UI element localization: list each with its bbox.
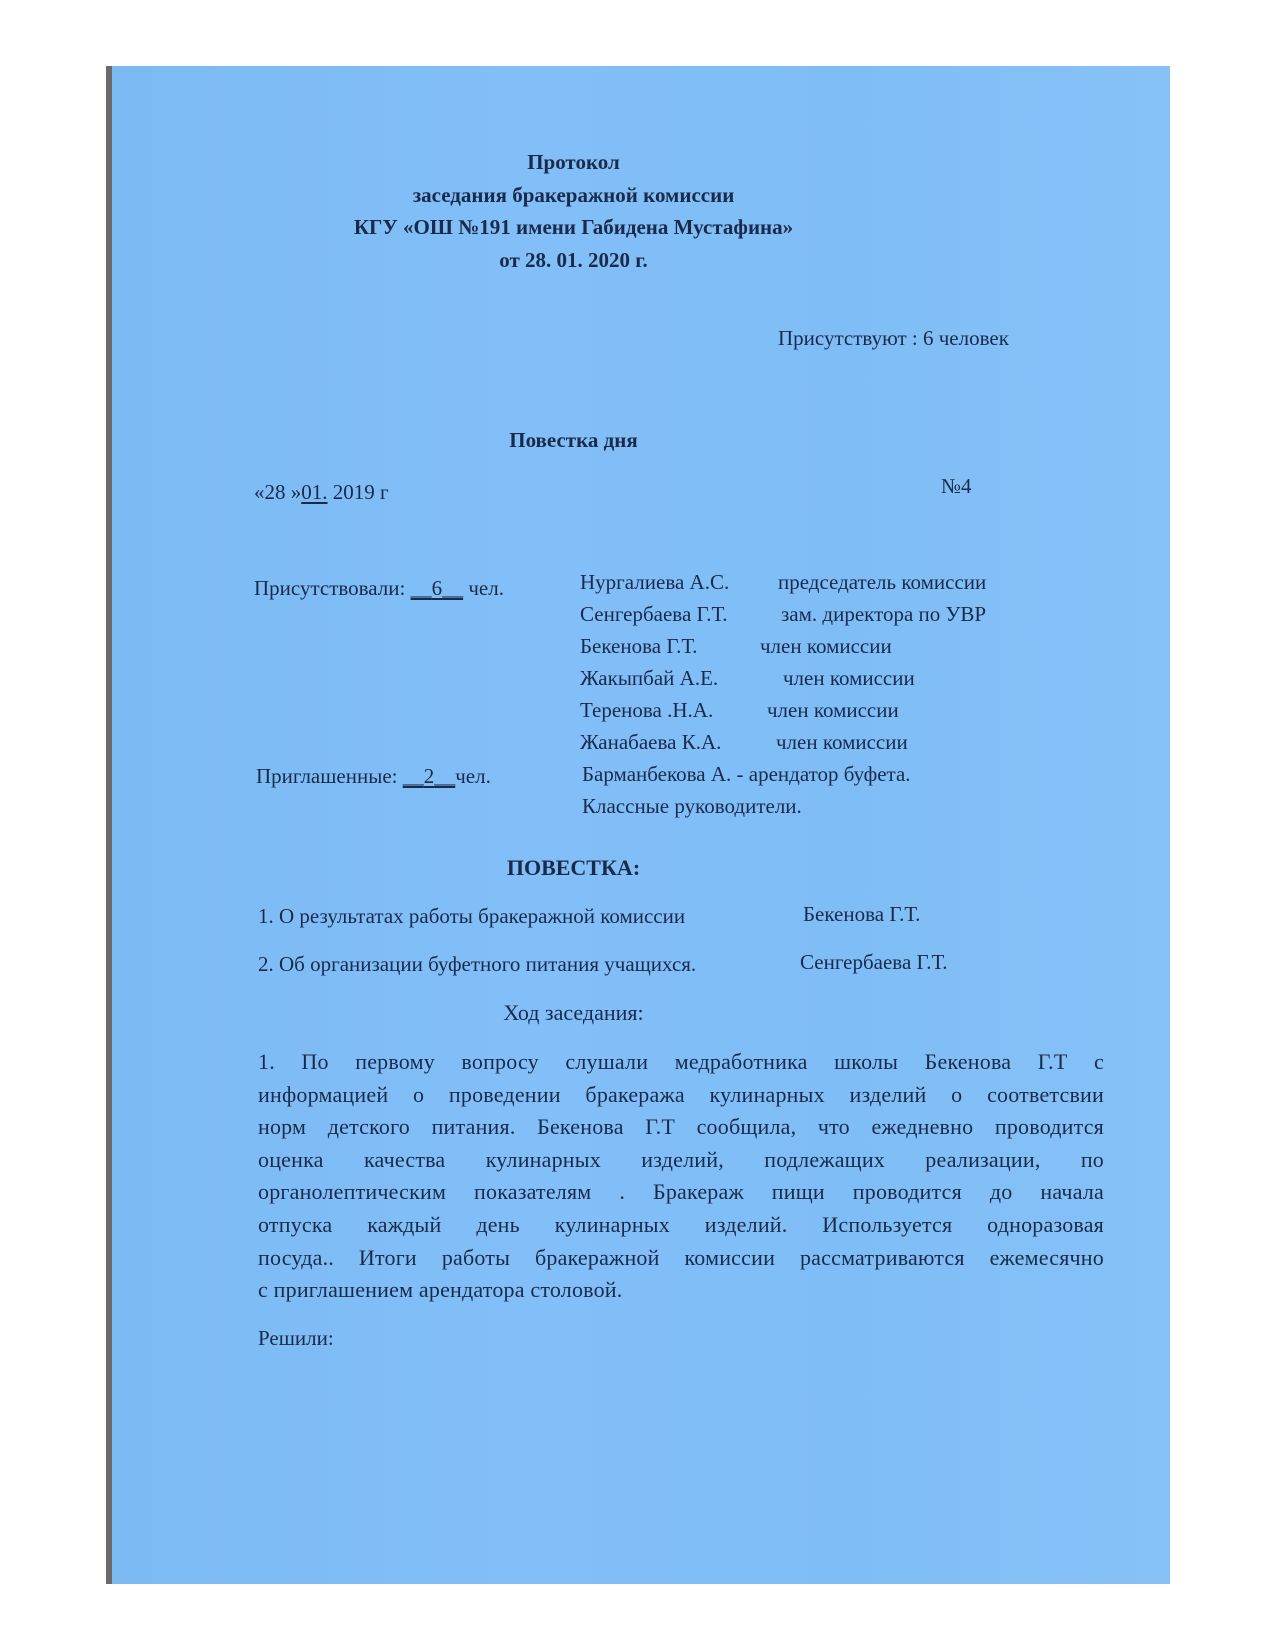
member-role: член комиссии <box>776 730 908 754</box>
invited-person: Классные руководители. <box>582 794 802 818</box>
member-role: член комиссии <box>783 666 915 690</box>
attended-line <box>254 576 504 601</box>
proceedings-line: информацией о проведении бракеража кулинарных изделий о соответсвии <box>258 1081 1104 1107</box>
agenda-item: 1. О результатах работы бракеражной комиссии <box>258 904 686 928</box>
invited-blank-left: __ <box>402 764 424 788</box>
proceedings-line: оценка качества кулинарных изделий, подлежащих реализации, по <box>258 1146 1104 1172</box>
proceedings-line: органолептическим показателям . Бракераж пищи проводится до начала <box>258 1179 1104 1205</box>
invited-blank-right: __ <box>434 764 456 788</box>
attended-label: Присутствовали: <box>254 576 411 600</box>
proceedings-title: Ход заседания: <box>503 1000 644 1025</box>
agenda-speaker: Сенгербаева Г.Т. <box>800 950 948 974</box>
decided-label: Решили: <box>258 1326 334 1350</box>
member-name: Нургалиева А.С. <box>580 570 730 594</box>
present-note: Присутствуют : 6 человек <box>778 326 1009 350</box>
proceedings-line: отпуска каждый день кулинарных изделий. Используется одноразовая <box>258 1211 1104 1237</box>
proceedings-text <box>258 1046 1104 1307</box>
invited-unit: чел. <box>455 764 491 788</box>
doc-date: от 28. 01. 2020 г. <box>499 248 648 272</box>
paper-edge-shadow <box>106 66 112 1584</box>
agenda-title: ПОВЕСТКА: <box>506 855 641 880</box>
member-role: член комиссии <box>760 634 892 658</box>
proceedings-line: с приглашением арендатора столовой. <box>258 1277 623 1303</box>
attended-blank-right: __ <box>442 576 464 600</box>
invited-person: Барманбекова А. - арендатор буфета. <box>582 762 911 786</box>
invited-label: Приглашенные: <box>256 764 403 788</box>
member-role: член комиссии <box>767 698 899 722</box>
member-role: зам. директора по УВР <box>781 602 987 626</box>
invited-count <box>403 764 456 788</box>
doc-subtitle: заседания бракеражной комиссии <box>412 183 735 207</box>
date-year: 2019 г <box>327 480 389 504</box>
attended-count <box>411 576 464 600</box>
proceedings-line: 1. По первому вопросу слушали медработника школы Бекенова Г.Т с <box>258 1049 1104 1074</box>
attended-unit: чел. <box>463 576 504 600</box>
attended-blank-left: __ <box>410 576 432 600</box>
member-name: Бекенова Г.Т. <box>580 634 698 658</box>
agenda-item: 2. Об организации буфетного питания учащихся. <box>258 952 697 976</box>
meeting-date <box>254 480 389 505</box>
member-name: Сенгербаева Г.Т. <box>580 602 728 626</box>
proceedings-line: посуда.. Итоги работы бракеражной комиссии рассматриваются ежемесячно <box>258 1244 1104 1270</box>
doc-title: Протокол <box>527 150 620 174</box>
member-name: Теренова .Н.А. <box>580 698 714 722</box>
member-name: Жанабаева К.А. <box>580 730 722 754</box>
invited-count-value: 2 <box>423 764 435 788</box>
date-day: «28 » <box>254 480 302 504</box>
member-role: председатель комиссии <box>778 570 987 594</box>
protocol-number: №4 <box>941 474 972 498</box>
agenda-of-day-title: Повестка дня <box>509 428 638 452</box>
member-name: Жакыпбай А.Е. <box>580 666 719 690</box>
date-month: 01. <box>301 480 328 504</box>
proceedings-line: норм детского питания. Бекенова Г.Т сообщила, что ежедневно проводится <box>258 1114 1104 1140</box>
invited-line <box>256 764 491 789</box>
school-name: КГУ «ОШ №191 имени Габидена Мустафина» <box>353 215 794 239</box>
agenda-speaker: Бекенова Г.Т. <box>803 902 921 926</box>
document-photo <box>106 66 1170 1584</box>
attended-count-value: 6 <box>431 576 443 600</box>
